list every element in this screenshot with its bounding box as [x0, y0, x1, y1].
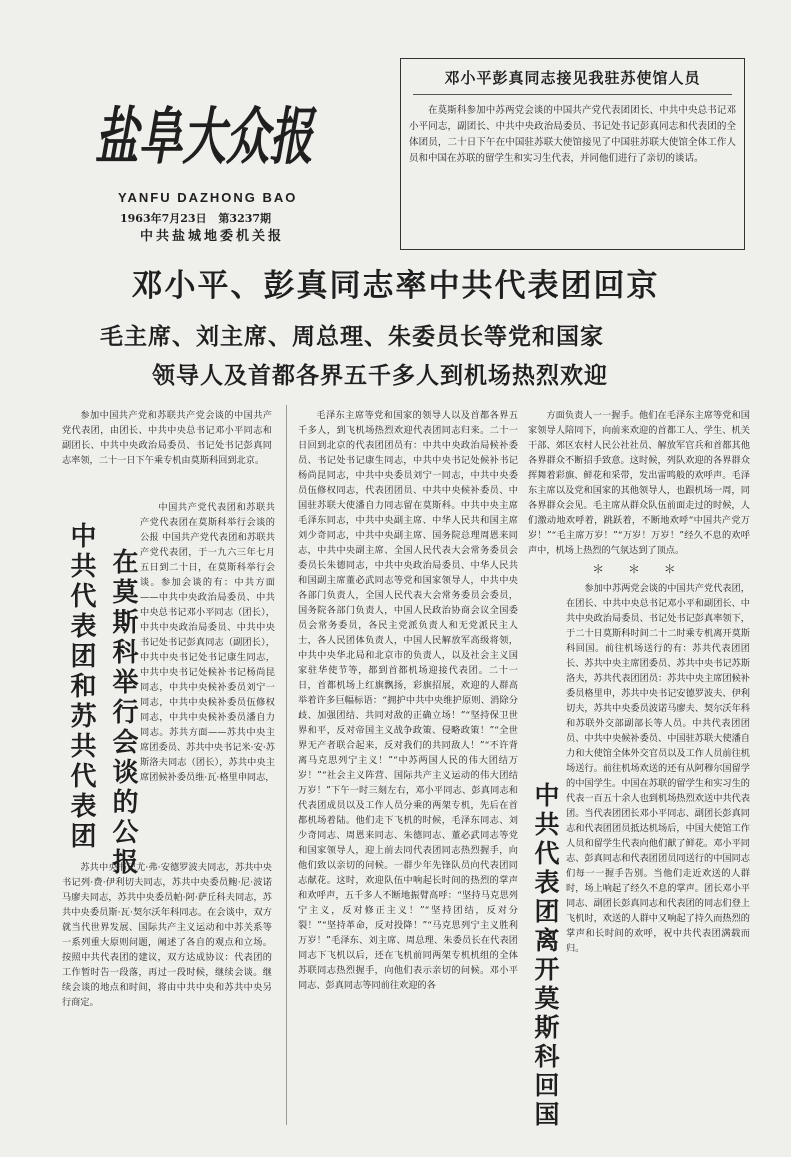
- column-1-intro: 参加中国共产党和苏联共产党会谈的中国共产党代表团，由团长、中共中央总书记邓小平同志和副团长、中共中央政治局委员、书记处书记彭真同志率领，二十一日下午乘专机由莫斯科回到北京。: [62, 410, 272, 466]
- column-2: [298, 408, 518, 1128]
- communique-body-continued: [62, 860, 272, 1010]
- subheadline-1: 毛主席、刘主席、周总理、朱委员长等党和国家: [100, 323, 604, 350]
- subheadline-2: 领导人及首都各界五千多人到机场热烈欢迎: [152, 362, 608, 389]
- column-3: [528, 408, 750, 1128]
- issue-date: 1963年7月23日: [120, 212, 207, 225]
- masthead-dateline: [120, 210, 279, 226]
- boxed-article-title: 邓小平彭真同志接见我驻苏使馆人员: [413, 67, 732, 95]
- column-3-top-text: 方面负责人一一握手。他们在毛泽东主席等党和国家领导人陪同下，向前来欢迎的首都工人、学生、机关干部、郊区农村人民公社社员、解放军官兵和首都其他各界群众不断招手致意。这时候，列队欢迎的各界群众挥舞着彩旗、鲜花和采带，发出雷鸣般的欢呼声。毛泽东主席以及党和国家的其他领导人，也跟机场一周，同各界群众会见。毛主席从群众队伍前面走过的时候，人们激动地欢呼着，跳跃着，不断地欢呼“中国共产党万岁！”“毛主席万岁！”“万岁！万岁！”经久不息的欢呼声中，机场上热烈的气氛达到了顶点。: [528, 410, 750, 556]
- newspaper-logo: [95, 58, 318, 188]
- departure-article-title: 中共代表团离开莫斯科回国: [531, 782, 560, 1130]
- boxed-article-body: 在莫斯科参加中苏两党会谈的中国共产党代表团团长、中共中央总书记邓小平同志，副团长、中共中央政治局委员、书记处书记彭真同志和代表团的全体团员，二十日下午在中国驻苏联大使馆接见了中国驻苏联大使馆全体工作人员和中国在苏联的留学生和实习生代表，并同他们进行了亲切的谈话。: [409, 105, 736, 164]
- communique-title-line-2: 在莫斯科举行会谈的公报: [108, 548, 138, 878]
- column-3-mid-wrap: [528, 581, 750, 956]
- section-separator: ＊ ＊ ＊: [592, 562, 686, 576]
- communique-text-continued: 苏共中央书记尤·弗·安德罗波夫同志，苏共中央书记列·费·伊利切夫同志，苏共中央委员鲍·尼·波诺马廖夫同志，苏共中央委员帕·阿·萨丘科夫同志，苏共中央委员斯·瓦·契尔沃年科同志。在会谈中，双方就当代世界发展、国际共产主义运动和中苏关系等一系列重大原则问题，阐述了各自的观点和立场。按照中共代表团的建议，双方达成协议：代表团的工作暂时告一段落，再过一段时候，继续会谈。继续会谈的地点和时间，将由中共中央和苏共中央另行商定。: [62, 862, 272, 1008]
- masthead-roman: YANFU DAZHONG BAO: [118, 190, 298, 205]
- communique-text: 中国共产党代表团和苏联共产党代表团在莫斯科举行会谈的公报 中国共产党代表团和苏联共产党代表团，于一九六三年七月五日到二十日，在莫斯科举行会谈。参加会谈的有：中共方面——中共中央政治局委员、中共中央总书记邓小平同志（团长），中共中央政治局委员、中共中央书记处书记彭真同志（副团长），中共中央书记处书记康生同志，中共中央书记处候补书记杨尚昆同志，中共中央候补委员刘宁一同志，中共中央候补委员伍修权同志，中共中央候补委员潘自力同志。苏共方面——苏共中央主席团委员、苏共中央书记米·安·苏斯洛夫同志（团长），苏共中央主席团候补委员维·瓦·格里申同志，: [140, 502, 275, 783]
- column-divider: [286, 405, 287, 1125]
- communique-body: [140, 500, 275, 785]
- communique-title-line-1: 中共代表团和苏共代表团: [66, 522, 96, 852]
- masthead-organ: 中共盐城地委机关报: [140, 229, 285, 244]
- main-headline: 邓小平、彭真同志率中共代表团回京: [131, 268, 660, 304]
- logo-text: 盐阜大众报: [95, 100, 318, 173]
- issue-number: 第3237期: [218, 212, 272, 225]
- boxed-article: [400, 58, 745, 250]
- column-2-text: 毛泽东主席等党和国家的领导人以及首都各界五千多人，到飞机场热烈欢迎代表团同志归来。二十一日回到北京的代表团团员有：中共中央政治局候补委员、书记处书记康生同志，中共中央书记处候补书记杨尚昆同志，中共中央委员刘宁一同志，中共中央委员伍修权同志，代表团团员、中共中央候补委员、中国驻苏联大使潘自力同志留在莫斯科。中共中央主席毛泽东同志，中共中央副主席、中华人民共和国主席刘少奇同志，中共中央副主席、国务院总理周恩来同志，中共中央副主席、全国人民代表大会常务委员会委员长朱德同志，中共中央政治局委员、中华人民共和国副主席董必武同志等党和国家领导人，中共中央各部门负责人，全国人民代表大会常务委员会委员，国务院各部门负责人，中国人民政治协商会议全国委员会常务委员，各民主党派负责人和无党派民主人士，各人民团体负责人，中国人民解放军高级将领，中共中央华北局和北京市的负责人，以及社会主义国家驻华使节等，都到首都机场迎接代表团。二十一日，首都机场上红旗飘扬，彩旗招展，欢迎的人群高举着许多巨幅标语：“拥护中共中央维护原则、消除分歧、加强团结、共同对敌的正确立场！”“坚持保卫世界和平，反对帝国主义战争政策、侵略政策！”“全世界无产者联合起来，反对我们的共同敌人！”“不许背离马克思列宁主义！”“中苏两国人民的伟大团结万岁！”“社会主义阵营、国际共产主义运动的伟大团结万岁！”下午一时三刻左右，邓小平同志、彭真同志和代表团成员以及工作人员分乘的两架专机，先后在首都机场着陆。他们走下飞机的时候，毛泽东同志、刘少奇同志、周恩来同志、朱德同志、董必武同志等党和国家领导人，迎上前去同代表团同志热烈握手，向他们致以亲切的问候。一群少年先锋队员向代表团同志献花。这时，欢迎队伍中响起长时间的热烈的掌声和欢呼声，五千多人不断地振臂高呼：“坚持马克思列宁主义，反对修正主义！”“坚持团结，反对分裂！”“坚持革命，反对投降！”“马克思列宁主义胜利万岁！”毛泽东、刘主席、周总理、朱委员长在代表团同志下飞机以后，还在飞机前同两架专机机组的全体苏联同志热烈握手，向他们表示亲切的问候。邓小平同志、彭真同志等同前往欢迎的各: [298, 410, 518, 991]
- column-3-mid-text: 参加中苏两党会谈的中国共产党代表团，在团长、中共中央总书记邓小平和副团长、中共中央政治局委员、书记处书记彭真率领下，于二十日莫斯科时间二十二时乘专机离开莫斯科回国。前往机场送行的有：苏共代表团团长、苏共中央主席团委员、苏共中央书记苏斯洛夫，苏共代表团团员：苏共中央主席团候补委员格里申，苏共中央书记安德罗波夫、伊利切夫，苏共中央委员波诺马廖夫、契尔沃年科和苏联外交部副部长等人员。中共代表团团员、中共中央候补委员、中国驻苏联大使潘自力和大使馆全体外交官员以及工作人员前往机场送行。前往机场欢送的还有从阿穆尔国留学的中国学生。中国在苏联的留学生和实习生的代表一百五十余人也到机场热烈欢送中共代表团。当代表团团长邓小平同志、副团长彭真同志和代表团团员抵达机场后，中国大使馆工作人员和留学生代表向他们献了鲜花。邓小平同志、彭真同志和代表团团员同送行的中国同志们每一一握手告别。当他们走近欢送的人群时，场上响起了经久不息的掌声。团长邓小平同志、副团长彭真同志和代表团的同志们登上飞机时，欢送的人群中又响起了持久而热烈的掌声和长时间的欢呼，祝中共代表团满载而归。: [566, 583, 750, 954]
